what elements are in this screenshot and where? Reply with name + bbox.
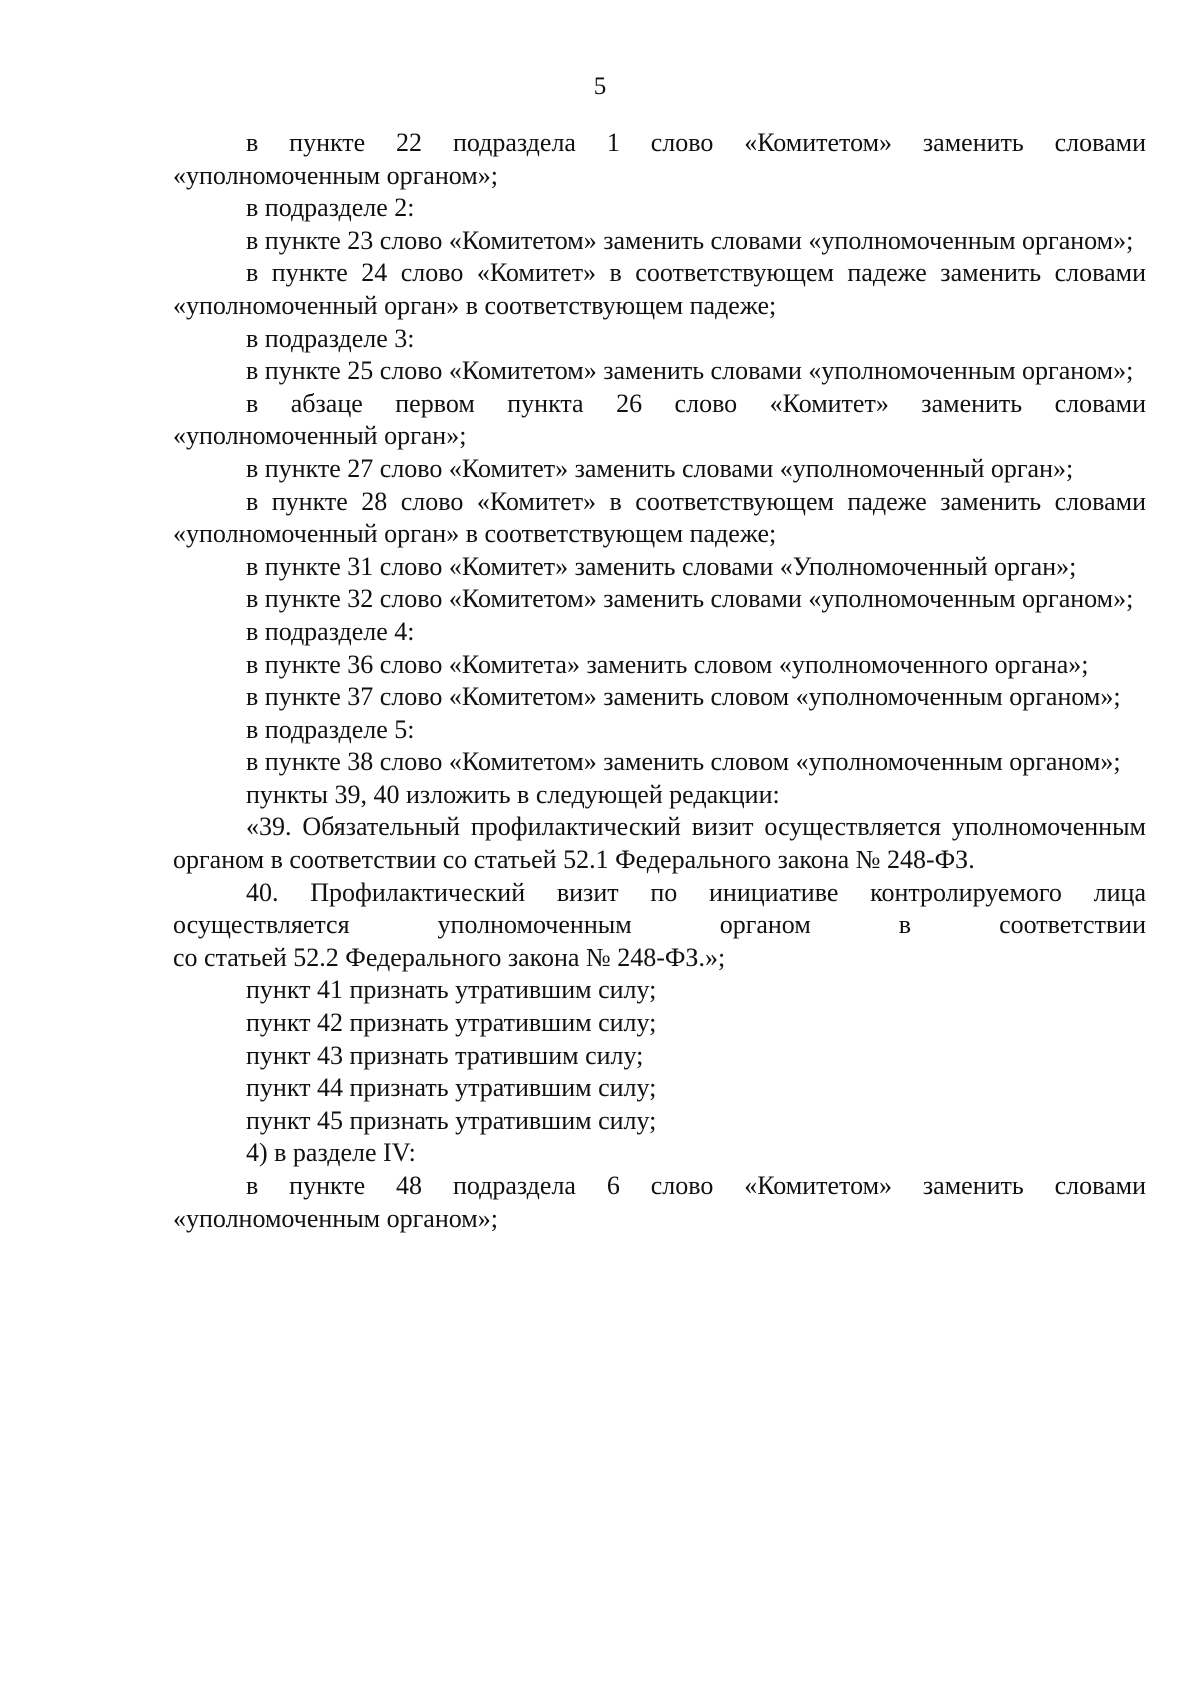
paragraph-10: в пункте 31 слово «Комитет» заменить словами «Уполномоченный орган»; [246,551,1077,581]
paragraph-12: в подразделе 4: [246,616,415,646]
paragraph-21: пункт 41 признать утратившим силу; [246,975,657,1005]
paragraph-13: в пункте 36 слово «Комитета» заменить словом «уполномоченного органа»; [246,649,1089,679]
paragraph-3: в пункте 23 слово «Комитетом» заменить словами «уполномоченным органом»; [246,225,1134,255]
page-number: 5 [593,73,607,100]
paragraph-18: «39. Обязательный профилактический визит осуществляется уполномоченным органом в соответствии со статьей 52.1 Федерального закона № 248-ФЗ. [173,812,1146,875]
paragraph-4: в пункте 24 слово «Комитет» в соответствующем падеже заменить словами «уполномоченный орган» в соответствующем падеже; [173,258,1146,320]
paragraph-16: в пункте 38 слово «Комитетом» заменить словом «уполномоченным органом»; [246,747,1121,777]
paragraph-17: пункты 39, 40 изложить в следующей редакции: [246,779,780,809]
paragraph-8: в пункте 27 слово «Комитет» заменить словами «уполномоченный орган»; [246,453,1074,483]
paragraph-1: в пункте 22 подраздела 1 слово «Комитетом» заменить словами «уполномоченным органом»; [173,128,1146,190]
paragraph-25: пункт 45 признать утратившим силу; [246,1105,657,1135]
paragraph-22: пункт 42 признать утратившим силу; [246,1008,657,1038]
paragraph-5: в подразделе 3: [246,323,415,353]
paragraph-26: 4) в разделе IV: [246,1138,416,1168]
paragraph-7: в абзаце первом пункта 26 слово «Комитет» заменить словами «уполномоченный орган»; [173,388,1146,451]
paragraph-23: пункт 43 признать тратившим силу; [246,1040,644,1070]
paragraph-2: в подразделе 2: [246,193,415,223]
paragraph-20: со статьей 52.2 Федерального закона № 248-ФЗ.»; [173,942,726,972]
paragraph-27: в пункте 48 подраздела 6 слово «Комитетом» заменить словами «уполномоченным органом»; [173,1171,1146,1233]
paragraph-19: 40. Профилактический визит по инициативе контролируемого лица осуществляется уполномоченным органом в соответствии [173,877,1146,940]
paragraph-9: в пункте 28 слово «Комитет» в соответствующем падеже заменить словами «уполномоченный орган» в соответствующем падеже; [173,486,1146,549]
paragraph-11: в пункте 32 слово «Комитетом» заменить словами «уполномоченным органом»; [246,584,1134,614]
paragraph-15: в подразделе 5: [246,714,415,744]
paragraph-14: в пункте 37 слово «Комитетом» заменить словом «уполномоченным органом»; [246,682,1121,712]
paragraph-6: в пункте 25 слово «Комитетом» заменить словами «уполномоченным органом»; [246,356,1134,386]
paragraph-24: пункт 44 признать утратившим силу; [246,1073,657,1103]
document-body [173,127,1146,1235]
